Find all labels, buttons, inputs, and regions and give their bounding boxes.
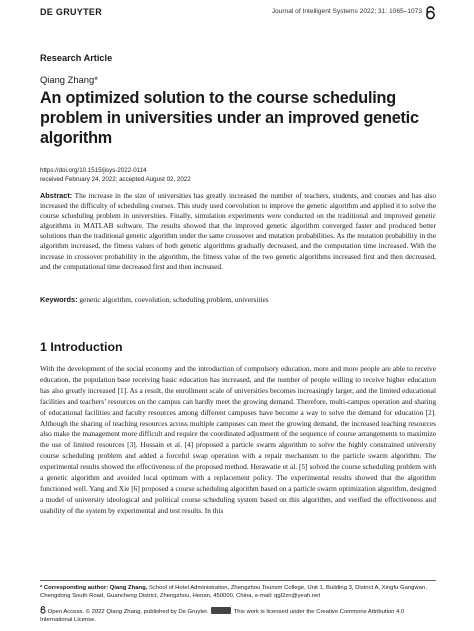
abstract-text: The increase in the size of universities has greatly increased the number of teachers, students, and courses and has also increased the difficulty of scheduling courses. This study used coevolution to improve the genetic algorithm and applied it to solve the course scheduling problem in universities. Finally, simulation experiments were conducted on the traditional and improved genetic algorithms in MATLAB software. The results showed that the improved genetic algorithm converged faster and produced better solutions than the traditional genetic algorithm under the same crossover and mutation probabilities. As the mutation probability in the algorithm increased, the fitness values of both genetic algorithms gradually decreased, and the computation time increased. With the increase in crossover probability in the algorithm, the fitness value of the two genetic algorithms increased first and then decreased, and the computational time decreased first and then increased. — [40, 191, 436, 271]
article-meta — [40, 167, 191, 184]
section-heading: 1 Introduction — [40, 340, 123, 354]
received-dates: received February 24, 2022; accepted August 02, 2022 — [40, 175, 191, 183]
section-body: With the development of the social economy and the introduction of compulsory education, more and more people are able to receive education, the population base receiving basic education has increased, and the number of people willing to receive higher education has also greatly increased [1]. As a result, the enrollment scale of universities becomes increasingly larger, and the limited educational facilities and teachers’ resources on the campus can hardly meet the growing demand. Therefore, multi-campus operation and sharing of educational facilities and faculty resources among different campuses have become a way to solve the demand for education [2]. Although the sharing of teaching resources across multiple campuses can meet the growing demand, the increased teaching resources also make the management more difficult and require the coordinated adjustment of the sequence of course arrangements to maximize the use of limited resources [3]. Hossain et al. [4] proposed a particle swarm algorithm to solve the highly constrained university course scheduling problem and added a forceful swap operation with a repair mechanism to the particle swarm algorithm. The experimental results showed the effectiveness of the proposed method. Herawatie et al. [5] solved the course scheduling problem with a genetic algorithm and avoided local optimum with a replacement policy. The experimental results showed that the algorithm functioned well. Yang and Xie [6] proposed a course scheduling algorithm based on a particle swarm optimization algorithm, designed a model of university ideological and political course scheduling system based on this algorithm, and verified the effectiveness and usability of the system by experimental and test results. In this — [40, 364, 436, 515]
article-type: Research Article — [40, 53, 113, 63]
cc-by-badge-icon[interactable] — [211, 607, 231, 614]
abstract — [40, 191, 436, 272]
running-header — [40, 7, 436, 21]
publisher-logo: DE GRUYTER — [40, 7, 103, 17]
keywords-text: genetic algorithm, coevolution, scheduling problem, universities — [77, 295, 269, 304]
keywords — [40, 295, 436, 305]
journal-citation: Journal of Intelligent Systems 2022; 31: 1065–1073 — [271, 8, 422, 15]
article-title: An optimized solution to the course scheduling problem in universities under an improved genetic algorithm — [40, 89, 419, 147]
open-access-icon — [425, 6, 436, 20]
keywords-label: Keywords: — [40, 295, 78, 304]
corresponding-author-footnote — [40, 584, 436, 600]
abstract-label: Abstract: — [40, 191, 73, 200]
author-name: Qiang Zhang* — [40, 74, 98, 85]
doi-link[interactable]: https://doi.org/10.1515/jisys-2022-0114 — [40, 167, 147, 174]
license-note — [40, 606, 436, 624]
footnote-label: * Corresponding author: Qiang Zhang, — [40, 585, 148, 591]
open-access-small-icon — [40, 606, 46, 614]
footnote-text: School of Hotel Administration, Zhengzhou Tourism College, Unit 1, Building 3, District A, Xingfu Gangwan, Chengdong South Road, Guancheng District, Zhengzhou, Henan, 450000, China, e-mail: qgl2zn@yeah.net — [40, 585, 427, 600]
license-prefix: Open Access. © 2022 Qiang Zhang, published by De Gruyter. — [47, 609, 209, 615]
footnote-divider — [40, 580, 436, 581]
license-suffix: This work is licensed under the Creative Commons Attribution 4.0 International License. — [40, 609, 405, 624]
